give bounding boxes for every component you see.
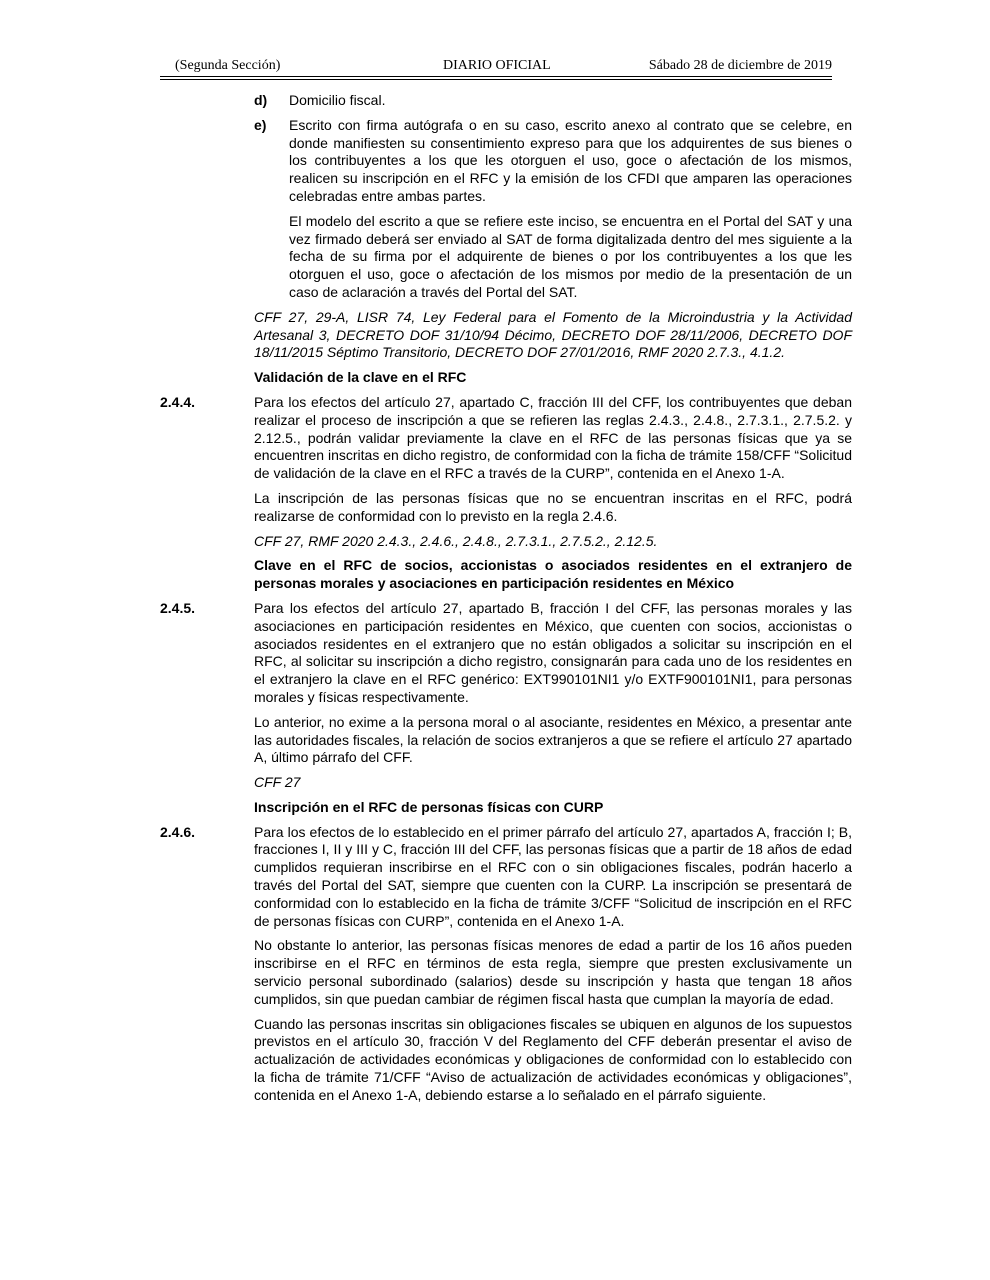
legal-reference: CFF 27, RMF 2020 2.4.3., 2.4.6., 2.4.8., 2.7.3.1., 2.7.5.2., 2.12.5. xyxy=(254,532,658,549)
header-date: Sábado 28 de diciembre de 2019 xyxy=(648,58,832,73)
rule-number: 2.4.6. xyxy=(160,823,196,840)
rule-number: 2.4.4. xyxy=(160,393,196,410)
header-publication: DIARIO OFICIAL xyxy=(443,58,551,73)
item-text: Escrito con firma autógrafa o en su caso, escrito anexo al contrato que se celebre, en donde manifiesten su consentimiento expreso para que los adquirentes de sus bienes o los contribuyentes a los que les otorguen el uso, goce o afectación de los mismos, realicen su inscripción en el RFC y la emisión de los CFDI que amparen las operaciones celebradas entre ambas partes. xyxy=(289,116,852,204)
list-item-e xyxy=(254,117,852,206)
rule-paragraph: Para los efectos de lo establecido en el primer párrafo del artículo 27, apartados A, fracción I; B, fracciones I, II y III y C, fracción III del CFF, las personas físicas que a partir de 18 años de edad cumplidos requieran inscribirse en el RFC con o sin obligaciones fiscales, podrán hacerlo a través del Portal del SAT, siempre que cuenten con la CURP. La inscripción se presentará de conformidad con lo establecido en la ficha de trámite 3/CFF “Solicitud de inscripción en el RFC de personas físicas con CURP”, contenida en el Anexo 1-A. xyxy=(254,823,852,929)
item-text: Domicilio fiscal. xyxy=(289,92,386,108)
rule-paragraph: Para los efectos del artículo 27, apartado B, fracción I del CFF, las personas morales y las asociaciones en participación residentes en México, que cuenten con socios, accionistas o asociados residentes en el extranjero que no están obligados a solicitar su inscripción en el RFC, al solicitar su inscripción a dicho registro, consignarán para cada uno de los residentes en el extranjero la clave en el RFC genérico: EXT990101NI1 y/o EXTF900101NI1, para personas morales y físicas respectivamente. xyxy=(254,599,852,705)
header-section: (Segunda Sección) xyxy=(175,58,281,73)
rule-paragraph: Cuando las personas inscritas sin obligaciones fiscales se ubiquen en algunos de los supuestos previstos en el artículo 30, fracción V del Reglamento del CFF deberán presentar el aviso de actualización de actividades económicas y obligaciones de conformidad con lo establecido con la ficha de trámite 71/CFF “Aviso de actualización de actividades económicas y obligaciones”, contenida en el Anexo 1-A, debiendo estarse a lo señalado en el párrafo siguiente. xyxy=(254,1015,852,1103)
item-letter: d) xyxy=(254,92,268,108)
page-header xyxy=(160,58,832,77)
item-e-paragraph: El modelo del escrito a que se refiere este inciso, se encuentra en el Portal del SAT y una vez firmado deberá ser enviado al SAT de forma digitalizada dentro del mes siguiente a la fecha de su firma por el adquirente de bienes o por los contribuyentes a los que les otorguen el uso, goce o afectación de los mismos por medio de la presentación de un caso de aclaración a través del Portal del SAT. xyxy=(289,212,852,300)
list-item-d xyxy=(254,92,852,110)
rule-number: 2.4.5. xyxy=(160,599,196,616)
rule-2-4-4 xyxy=(160,394,852,483)
item-letter: e) xyxy=(254,116,267,133)
rule-paragraph: Para los efectos del artículo 27, apartado C, fracción III del CFF, los contribuyentes que deban realizar el proceso de inscripción a que se refieren las reglas 2.4.3., 2.4.8., 2.7.3.1., 2.7.5.2. y 2.12.5., podrán validar previamente la clave en el RFC de las personas físicas que ya se encuentren inscritas en dicho registro, de conformidad con la ficha de trámite 158/CFF “Solicitud de validación de la clave en el RFC a través de la CURP”, contenida en el Anexo 1-A. xyxy=(254,393,852,482)
rule-title: Validación de la clave en el RFC xyxy=(254,369,467,386)
legal-reference: CFF 27, 29-A, LISR 74, Ley Federal para el Fomento de la Microindustria y la Actividad Artesanal 3, DECRETO DOF 31/10/94 Décimo, DECRETO DOF 28/11/2006, DECRETO DOF 18/11/2015 Séptimo Transitorio, DECRETO DOF 27/01/2016, RMF 2020 2.7.3., 4.1.2. xyxy=(254,308,852,361)
rule-title: Clave en el RFC de socios, accionistas o asociados residentes en el extranjero de personas morales y asociaciones en participación residentes en México xyxy=(254,557,852,592)
rule-2-4-5 xyxy=(160,600,852,707)
rule-paragraph: Lo anterior, no exime a la persona moral o al asociante, residentes en México, a presentar ante las autoridades fiscales, la relación de socios extranjeros a que se refiere el artículo 27 apartado A, último párrafo del CFF. xyxy=(254,713,852,766)
document-body xyxy=(160,92,852,1112)
rule-paragraph: No obstante lo anterior, las personas físicas menores de edad a partir de los 16 años pueden inscribirse en el RFC en términos de esta regla, siempre que presten exclusivamente un servicio personal subordinado (salarios) desde su inscripción y hasta que tengan 18 años cumplidos, sin que puedan cambiar de régimen fiscal hasta que cumplan la mayoría de edad. xyxy=(254,937,852,1007)
rule-title: Inscripción en el RFC de personas físicas con CURP xyxy=(254,798,604,815)
rule-2-4-6 xyxy=(160,824,852,931)
legal-reference: CFF 27 xyxy=(254,774,301,791)
rule-paragraph: La inscripción de las personas físicas que no se encuentran inscritas en el RFC, podrá realizarse de conformidad con lo previsto en la regla 2.4.6. xyxy=(254,489,852,524)
